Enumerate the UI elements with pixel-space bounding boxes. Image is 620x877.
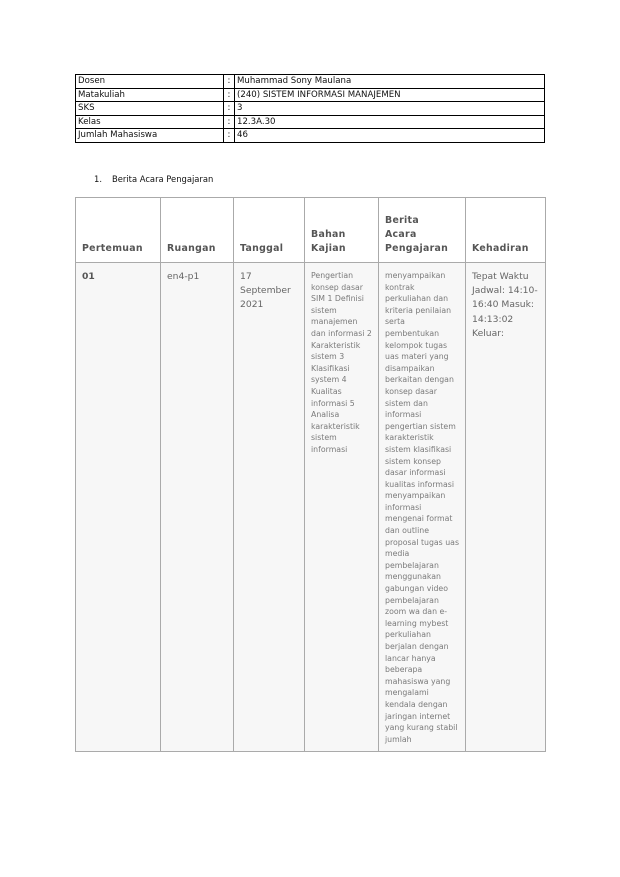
info-label: Matakuliah — [76, 88, 224, 102]
teaching-record-table — [75, 197, 546, 752]
info-separator: : — [224, 75, 235, 89]
info-row — [76, 88, 545, 102]
header-kehadiran: Kehadiran — [466, 198, 546, 263]
course-info-table — [75, 74, 545, 143]
cell-kehadiran: Tepat Waktu Jadwal: 14:10-16:40 Masuk: 14:13:02 Keluar: — [466, 263, 546, 752]
table-row — [76, 263, 546, 752]
cell-ruangan: en4-p1 — [161, 263, 234, 752]
table-header-row — [76, 198, 546, 263]
info-row — [76, 75, 545, 89]
info-separator: : — [224, 102, 235, 116]
info-value: 3 — [235, 102, 545, 116]
section-title: Berita Acara Pengajaran — [112, 174, 214, 184]
info-value: 12.3A.30 — [235, 115, 545, 129]
info-value: Muhammad Sony Maulana — [235, 75, 545, 89]
cell-tanggal: 17 September 2021 — [234, 263, 305, 752]
header-berita-acara: Berita Acara Pengajaran — [379, 198, 466, 263]
info-label: Dosen — [76, 75, 224, 89]
section-heading — [94, 174, 213, 184]
info-separator: : — [224, 88, 235, 102]
info-separator: : — [224, 129, 235, 143]
info-value: 46 — [235, 129, 545, 143]
info-row — [76, 102, 545, 116]
info-label: SKS — [76, 102, 224, 116]
info-row — [76, 129, 545, 143]
header-tanggal: Tanggal — [234, 198, 305, 263]
info-label: Kelas — [76, 115, 224, 129]
info-value: (240) SISTEM INFORMASI MANAJEMEN — [235, 88, 545, 102]
header-ruangan: Ruangan — [161, 198, 234, 263]
info-label: Jumlah Mahasiswa — [76, 129, 224, 143]
cell-berita-acara: menyampaikan kontrak perkuliahan dan kriteria penilaian serta pembentukan kelompok tugas uas materi yang disampaikan berkaitan dengan konsep dasar sistem dan informasi pengertian sistem karakteristik sistem klasifikasi sistem konsep dasar informasi kualitas informasi menyampaikan informasi mengenai format dan outline proposal tugas uas media pembelajaran menggunakan gabungan video pembelajaran zoom wa dan e-learning mybest perkuliahan berjalan dengan lancar hanya beberapa mahasiswa yang mengalami kendala dengan jaringan internet yang kurang stabil jumlah — [379, 263, 466, 752]
info-separator: : — [224, 115, 235, 129]
cell-bahan-kajian: Pengertian konsep dasar SIM 1 Definisi sistem manajemen dan informasi 2 Karakteristik sistem 3 Klasifikasi system 4 Kualitas informasi 5 Analisa karakteristik sistem informasi — [305, 263, 379, 752]
cell-pertemuan: 01 — [76, 263, 161, 752]
header-bahan-kajian: Bahan Kajian — [305, 198, 379, 263]
info-row — [76, 115, 545, 129]
header-pertemuan: Pertemuan — [76, 198, 161, 263]
section-number: 1. — [94, 174, 102, 184]
